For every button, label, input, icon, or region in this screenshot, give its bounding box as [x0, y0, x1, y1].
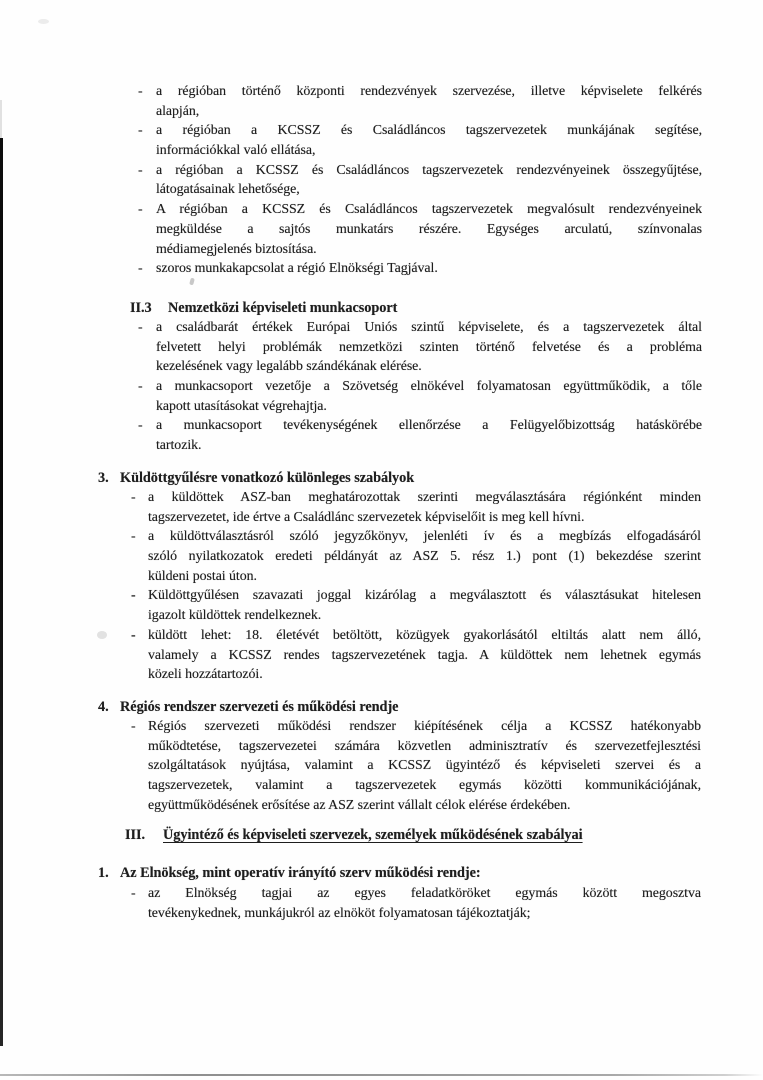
dash-bullet-icon: -	[138, 202, 143, 218]
dash-bullet-icon: -	[131, 886, 136, 901]
text-line: a családbarát értékek Európai Uniós szintű képviselete, és a tagszervezetek által	[156, 320, 702, 335]
dash-bullet-icon: -	[131, 627, 136, 643]
list-item	[138, 200, 702, 259]
dash-bullet-icon: -	[138, 418, 143, 434]
scan-speck-artifact	[189, 278, 195, 286]
section-heading-4	[98, 698, 398, 718]
text-line: látogatásainak lehetősége,	[156, 182, 300, 198]
heading-number: 3.	[98, 470, 109, 486]
text-line: a munkacsoport tevékenységének ellenőrzése a Felügyelőbizottság hatáskörébe	[156, 418, 702, 434]
section-heading-3	[98, 469, 414, 489]
heading-text: Ügyintéző és képviseleti szervezek, személyek működésének szabályai	[163, 827, 583, 843]
text-line: A régióban a KCSSZ és Családláncos tagszervezetek megvalósult rendezvényeinek	[156, 202, 702, 218]
scan-edge-strip-artifact	[0, 138, 3, 1046]
scan-speck-artifact	[97, 631, 107, 639]
dash-bullet-icon: -	[131, 719, 136, 734]
text-line: médiamegjelenés biztosítása.	[156, 241, 317, 257]
text-line: az Elnökség tagjai az egyes feladatköröket egymás között megosztva	[148, 886, 701, 901]
text-line: tagszervezetek, valamint a tagszervezetek egymás közötti kommunikációjának,	[148, 778, 701, 794]
bullet-list-presidency	[131, 884, 701, 923]
text-line: Küldöttgyűlésen szavazati joggal kizárólag a megválasztott és választásukat hitelesen	[148, 588, 701, 604]
text-line: a küldöttek ASZ-ban meghatározottak szerinti megválasztására régiónként minden	[148, 490, 701, 505]
text-line: közeli hozzátartozói.	[148, 667, 263, 683]
list-item	[131, 527, 701, 586]
text-line: a küldöttválasztásról szóló jegyzőkönyv, jelenléti ív és a megbízás elfogadásáról	[148, 529, 701, 545]
text-line: igazolt küldöttek rendelkeznek.	[148, 608, 322, 624]
text-line: együttműködésének erősítése az ASZ szerint vállalt célok elérése érdekében.	[148, 797, 571, 813]
dash-bullet-icon: -	[131, 529, 136, 545]
list-item	[138, 161, 702, 200]
list-item	[131, 884, 701, 923]
text-line: működtetése, tagszervezetei számára közvetlen adminisztratív és szervezetfejlesztési	[148, 738, 701, 754]
text-line: tevékenykednek, munkájukról az elnököt folyamatosan tájékoztatják;	[148, 905, 531, 921]
list-item	[138, 259, 702, 279]
text-line: felvetett helyi problémák nemzetközi szinten történő felvetése és a probléma	[156, 339, 702, 355]
section-heading-iii	[125, 826, 583, 846]
bullet-list-regional-system	[131, 717, 701, 815]
text-line: kapott utasításokat végrehajtja.	[156, 398, 327, 414]
text-line: küldött lehet: 18. életévét betöltött, közügyek gyakorlásától eltiltás alatt nem álló,	[148, 627, 701, 643]
heading-number: 1.	[98, 865, 109, 881]
list-item	[131, 488, 701, 527]
text-line: szolgáltatások nyújtása, valamint a KCSSZ ügyintéző és képviseleti szervei és a	[148, 758, 701, 774]
section-heading-ii3	[130, 299, 397, 319]
heading-number: II.3	[130, 300, 152, 316]
heading-text: Régiós rendszer szervezeti és működési rendje	[120, 699, 399, 715]
list-item	[131, 626, 701, 685]
text-line: tagszervezetet, ide értve a Családlánc szervezetek képviselőit is meg kell hívni.	[148, 509, 585, 525]
dash-bullet-icon: -	[138, 162, 143, 178]
text-line: a munkacsoport vezetője a Szövetség elnökével folyamatosan együttműködik, a tőle	[156, 379, 702, 395]
text-line: valamely a KCSSZ rendes tagszervezetének tagja. A küldöttek nem lehetnek egymás	[148, 647, 701, 663]
text-line: tartozik.	[156, 438, 202, 454]
heading-number: III.	[125, 827, 146, 843]
dash-bullet-icon: -	[138, 320, 143, 335]
text-line: információkkal való ellátása,	[156, 143, 316, 159]
list-item	[138, 82, 702, 121]
text-line: alapján,	[156, 103, 200, 119]
heading-text: Az Elnökség, mint operatív irányító szerv működési rendje:	[120, 865, 481, 881]
list-item	[131, 717, 701, 815]
scan-edge-lead-artifact	[0, 100, 2, 138]
heading-text: Nemzetközi képviseleti munkacsoport	[168, 300, 398, 316]
list-item	[131, 586, 701, 625]
text-line: küldeni postai úton.	[148, 568, 257, 584]
dash-bullet-icon: -	[138, 84, 143, 99]
list-item	[138, 377, 702, 416]
list-item	[138, 416, 702, 455]
heading-text: Küldöttgyűlésre vonatkozó különleges szabályok	[120, 470, 415, 486]
list-item	[138, 318, 702, 377]
bullet-list-delegate-rules	[131, 488, 701, 685]
text-line: a régióban a KCSSZ és Családláncos tagszervezetek rendezvényeinek összegyűjtése,	[156, 162, 702, 178]
text-line: szoros munkakapcsolat a régió Elnökségi Tagjával.	[156, 261, 438, 277]
section-heading-1	[98, 864, 481, 884]
text-line: a régióban történő központi rendezvények szervezése, illetve képviselete felkérés	[156, 84, 702, 99]
text-line: megküldése a sajtós munkatárs részére. Egységes arculatú, színvonalas	[156, 221, 702, 237]
dash-bullet-icon: -	[138, 379, 143, 395]
text-line: Régiós szervezeti működési rendszer kiépítésének célja a KCSSZ hatékonyabb	[148, 719, 701, 734]
text-line: szóló nyilatkozatok eredeti példányát az ASZ 5. rész 1.) pont (1) bekezdése szerint	[148, 549, 701, 565]
dash-bullet-icon: -	[131, 588, 136, 604]
text-line: kezelésének vagy legalább szándékának elérése.	[156, 359, 422, 375]
heading-number: 4.	[98, 699, 109, 715]
scan-bottom-line-artifact	[0, 1074, 763, 1076]
dash-bullet-icon: -	[138, 123, 143, 139]
dash-bullet-icon: -	[131, 490, 136, 505]
bullet-list-international-group	[138, 318, 702, 456]
scan-speck-artifact	[38, 19, 49, 24]
list-item	[138, 121, 702, 160]
bullet-list-region-tasks	[138, 82, 702, 279]
dash-bullet-icon: -	[138, 261, 143, 277]
text-line: a régióban a KCSSZ és Családláncos tagszervezetek munkájának segítése,	[156, 123, 702, 139]
